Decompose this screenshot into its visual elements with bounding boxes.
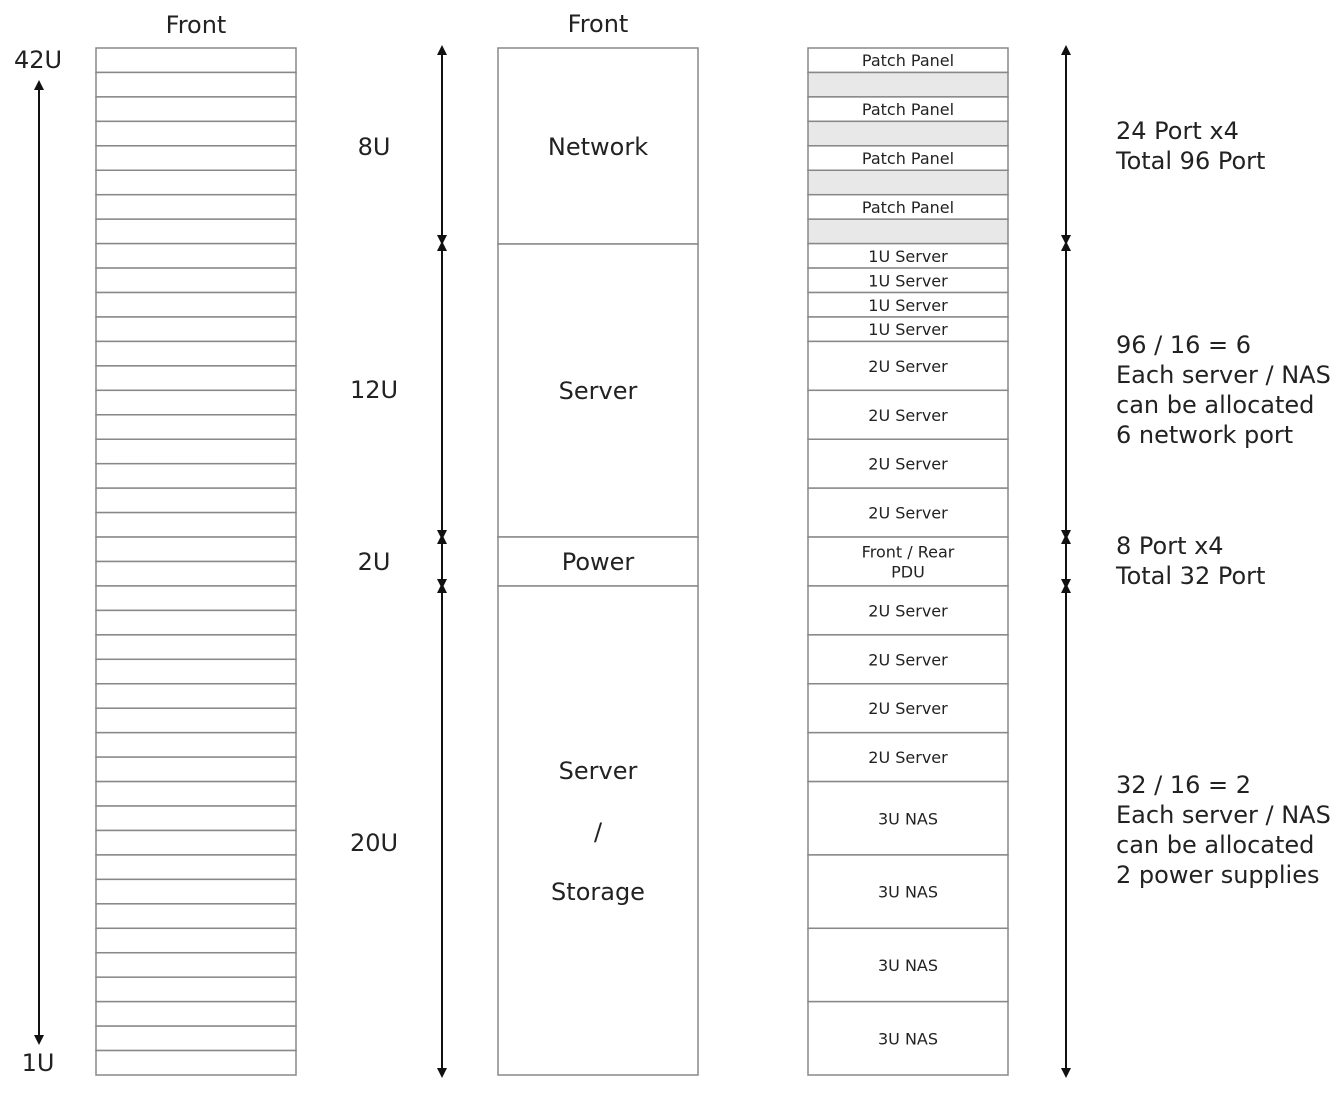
equipment-item (808, 733, 1008, 782)
equipment-label: 2U Server (868, 405, 948, 425)
section-label: Network (547, 133, 649, 161)
equipment-label: 3U NAS (877, 955, 939, 975)
notes (1115, 117, 1331, 889)
equipment-item (808, 341, 1008, 390)
section-label: Storage (551, 878, 645, 906)
rack-unit-slot (96, 953, 296, 977)
equipment-label: 2U Server (868, 748, 948, 768)
equipment-label: 2U Server (868, 503, 948, 523)
rack-unit-slot (96, 97, 296, 121)
rack-unit-slot (96, 684, 296, 708)
rack-unit-slot (96, 1026, 296, 1050)
rack-unit-slot (96, 635, 296, 659)
rack-unit-slot (96, 562, 296, 586)
equipment-item (808, 317, 1008, 341)
equipment-item (808, 684, 1008, 733)
equipment-item (808, 439, 1008, 488)
equipment-item (808, 195, 1008, 219)
section-storage (350, 586, 698, 1075)
rack-sections (350, 10, 698, 1075)
section-label: Server (558, 377, 638, 405)
power-note (1115, 532, 1265, 590)
rack2-header: Front (567, 10, 629, 38)
rack-unit-slot (96, 170, 296, 194)
rack1-header: Front (165, 11, 227, 39)
equipment-item (808, 268, 1008, 292)
equipment-label: 2U Server (868, 356, 948, 376)
rack-unit-slot (96, 366, 296, 390)
section-size-label: 8U (357, 133, 391, 161)
rack-unit-slot (96, 977, 296, 1001)
section-network (358, 48, 698, 244)
note-line: can be allocated (1116, 831, 1315, 859)
equipment-item (808, 48, 1008, 72)
section-size-label: 2U (357, 548, 391, 576)
section-server (350, 244, 698, 537)
equipment-item (808, 586, 1008, 635)
equipment-item (808, 146, 1008, 170)
rack-unit-slot (96, 830, 296, 854)
rack-unit-slot (96, 1051, 296, 1075)
equipment-label: Patch Panel (861, 197, 955, 217)
equipment-item (808, 1002, 1008, 1075)
rack-units-grid (14, 11, 296, 1077)
note-line: Each server / NAS (1116, 801, 1331, 829)
equipment-label: Patch Panel (861, 51, 955, 71)
bottom-unit-label: 1U (21, 1049, 55, 1077)
equipment-label: 3U NAS (877, 809, 939, 829)
rack-unit-slot (96, 610, 296, 634)
storage-note (1116, 771, 1331, 889)
rack-unit-slot (96, 782, 296, 806)
rack-unit-slot (96, 537, 296, 561)
blank-unit (808, 170, 1008, 194)
rack-unit-slot (96, 806, 296, 830)
rack-unit-slot (96, 586, 296, 610)
rack-unit-slot (96, 268, 296, 292)
rack-unit-slot (96, 195, 296, 219)
rack-unit-slot (96, 488, 296, 512)
equipment-label: 2U Server (868, 454, 948, 474)
section-size-label: 20U (349, 829, 399, 857)
equipment-label: Patch Panel (861, 100, 955, 120)
equipment-item (808, 855, 1008, 928)
rack-unit-slot (96, 219, 296, 243)
equipment-label: 3U NAS (877, 1029, 939, 1049)
rack-unit-slot (96, 121, 296, 145)
rack-unit-slot (96, 659, 296, 683)
rack-unit-slot (96, 879, 296, 903)
equipment-item (808, 488, 1008, 537)
equipment-item (808, 97, 1008, 121)
equipment-item (808, 244, 1008, 268)
rack-unit-slot (96, 513, 296, 537)
equipment-label: 3U NAS (877, 882, 939, 902)
rack-unit-slot (96, 341, 296, 365)
rack-unit-slot (96, 244, 296, 268)
note-line: Total 32 Port (1116, 562, 1266, 590)
equipment-label: 2U Server (868, 699, 948, 719)
rack-unit-slot (96, 146, 296, 170)
blank-unit (808, 72, 1008, 96)
rack-unit-slot (96, 904, 296, 928)
note-line: can be allocated (1116, 391, 1315, 419)
equipment-label: 2U Server (868, 601, 948, 621)
section-size-label: 12U (349, 376, 399, 404)
equipment-label: Front / Rear (861, 542, 955, 562)
note-line: Total 96 Port (1116, 147, 1266, 175)
equipment-item (808, 293, 1008, 317)
rack-unit-slot (96, 72, 296, 96)
rack-unit-slot (96, 855, 296, 879)
note-line: 8 Port x4 (1116, 532, 1224, 560)
rack-unit-slot (96, 928, 296, 952)
rack-equipment (808, 48, 1066, 1075)
network-note (1115, 117, 1265, 175)
note-line: Each server / NAS (1116, 361, 1331, 389)
rack-unit-slot (96, 48, 296, 72)
rack-unit-slot (96, 293, 296, 317)
section-power (358, 537, 698, 586)
equipment-label: 2U Server (868, 650, 948, 670)
blank-unit (808, 219, 1008, 243)
equipment-item (808, 537, 1008, 586)
rack-unit-slot (96, 317, 296, 341)
rack-unit-slot (96, 757, 296, 781)
section-label: Power (561, 548, 635, 576)
equipment-item (808, 782, 1008, 855)
equipment-label: 1U Server (868, 295, 948, 315)
top-unit-label: 42U (13, 46, 63, 74)
rack-unit-slot (96, 1002, 296, 1026)
note-line: 96 / 16 = 6 (1116, 331, 1252, 359)
equipment-item (808, 928, 1008, 1001)
rack-unit-slot (96, 439, 296, 463)
equipment-label: Patch Panel (861, 149, 955, 169)
equipment-label: 1U Server (868, 271, 948, 291)
blank-unit (808, 121, 1008, 145)
rack-unit-slot (96, 390, 296, 414)
equipment-label: 1U Server (868, 320, 948, 340)
note-line: 24 Port x4 (1116, 117, 1239, 145)
equipment-label: PDU (891, 562, 925, 582)
rack-unit-slot (96, 415, 296, 439)
equipment-label: 1U Server (868, 246, 948, 266)
server-note (1116, 331, 1331, 449)
note-line: 6 network port (1116, 421, 1294, 449)
rack-unit-slot (96, 464, 296, 488)
note-line: 2 power supplies (1116, 861, 1320, 889)
equipment-item (808, 635, 1008, 684)
rack-unit-slot (96, 733, 296, 757)
note-line: 32 / 16 = 2 (1116, 771, 1252, 799)
equipment-item (808, 390, 1008, 439)
section-label: / (593, 818, 603, 846)
section-label: Server (558, 757, 638, 785)
rack-unit-slot (96, 708, 296, 732)
